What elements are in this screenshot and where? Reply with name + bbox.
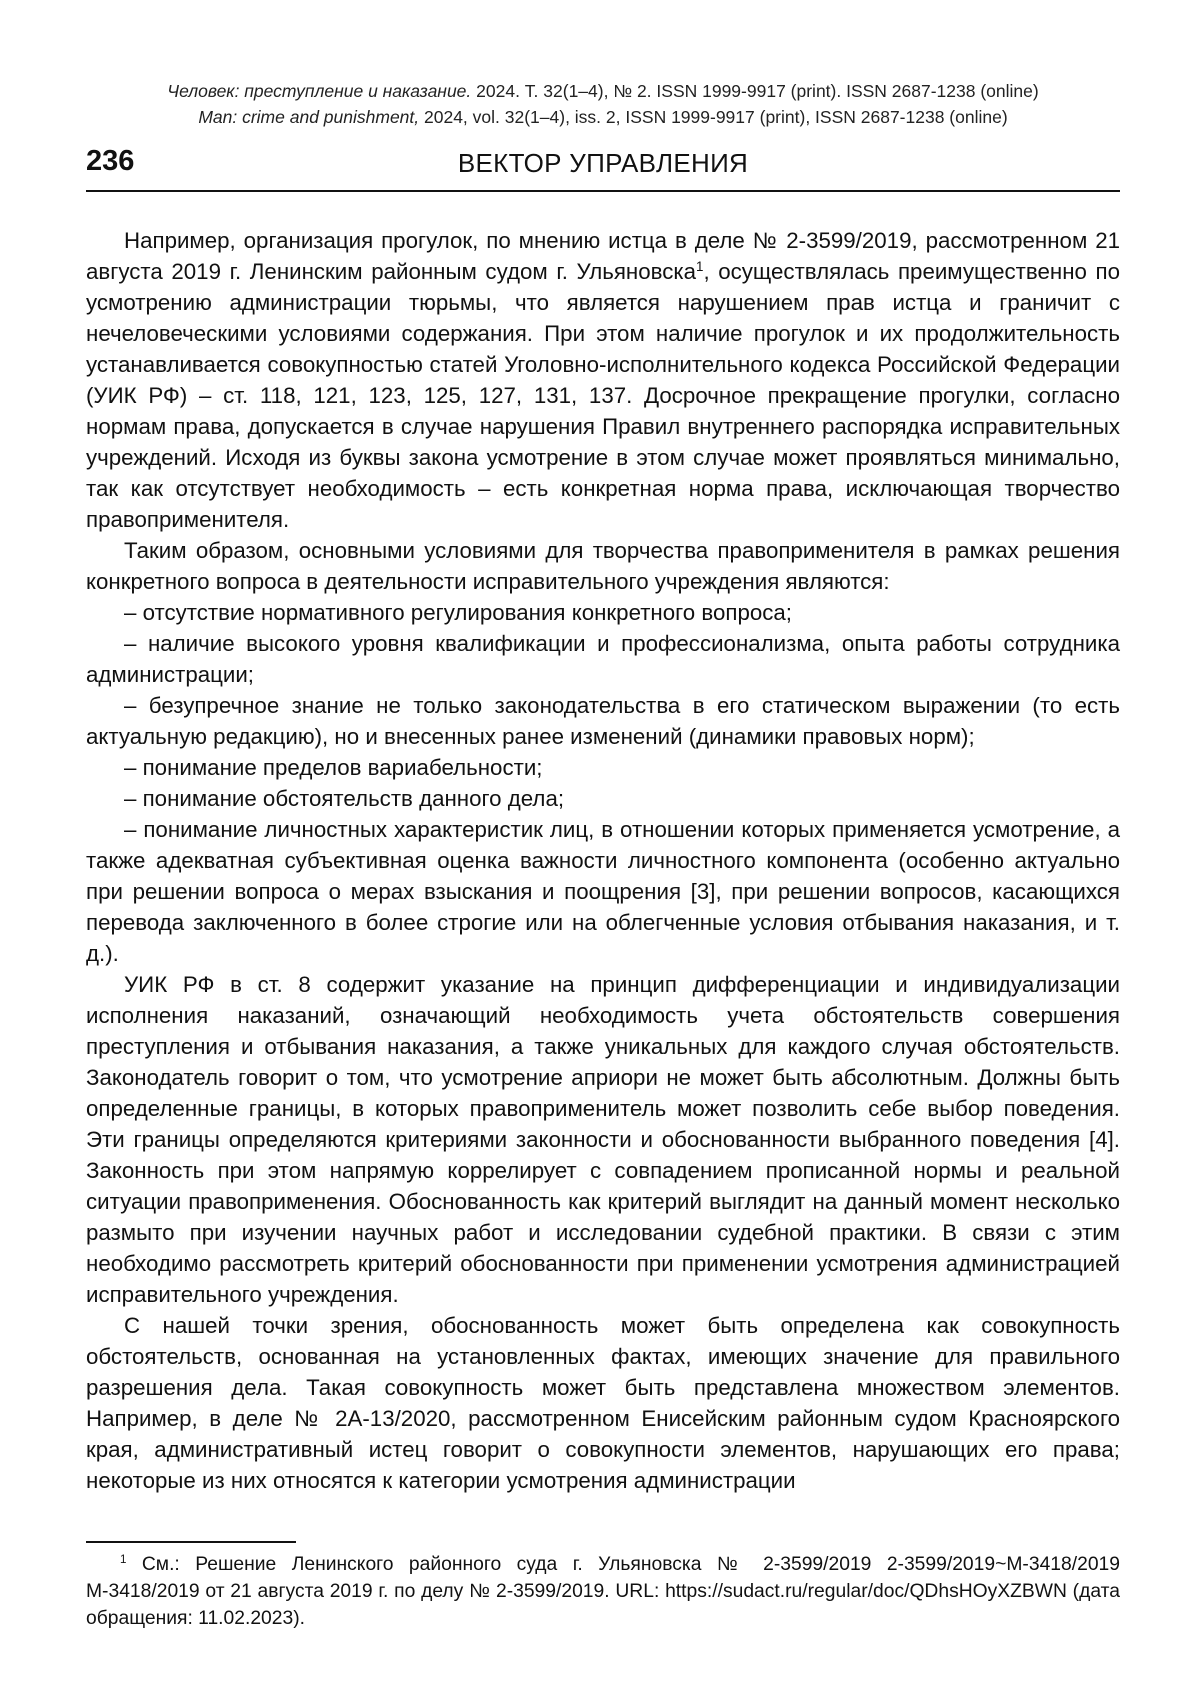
header-divider xyxy=(86,190,1120,192)
journal-line-en xyxy=(86,104,1120,130)
page-number: 236 xyxy=(86,145,135,177)
paragraph-1 xyxy=(86,225,1120,535)
footnote-marker: 1 xyxy=(120,1554,127,1567)
journal-header xyxy=(86,78,1120,130)
journal-title-en: Man: crime and punishment, xyxy=(198,107,420,127)
section-title: ВЕКТОР УПРАВЛЕНИЯ xyxy=(457,148,749,178)
footnote-text: См.: Решение Ленинского районного суда г. Ульяновска № 2-3599/2019 2-3599/2019~М-3418/2019 М-3418/2019 от 21 августа 2019 г. по делу № 2-3599/2019. URL: https://sudact.ru/regular/doc/QDhsHOyXZBWN (дата обращения: 11.02.2023). xyxy=(86,1554,1120,1629)
footnote-1 xyxy=(86,1551,1120,1632)
list-item-3: – безупречное знание не только законодательства в его статическом выражении (то есть актуальную редакцию), но и внесенных ранее изменений (динамики правовых норм); xyxy=(86,693,1120,749)
paragraph-4: С нашей точки зрения, обоснованность может быть определена как совокупность обстоятельств, основанная на установленных фактах, имеющих значение для правильного разрешения дела. Такая совокупность может быть представлена множеством элементов. Например, в деле № 2А-13/2020, рассмотренном Енисейским районным судом Красноярского края, административный истец говорит о совокупности элементов, нарушающих его права; некоторые из них относятся к категории усмотрения администрации xyxy=(86,1313,1120,1493)
journal-line-ru xyxy=(86,78,1120,104)
paragraph-2: Таким образом, основными условиями для творчества правоприменителя в рамках решения конкретного вопроса в деятельности исправительного учреждения являются: xyxy=(86,538,1120,594)
list-item-6: – понимание личностных характеристик лиц, в отношении которых применяется усмотрение, а также адекватная субъективная оценка важности личностного компонента (особенно актуально при решении вопроса о мерах взыскания и поощрения [3], при решении вопросов, касающихся перевода заключенного в более строгие или на облегченные условия отбывания наказания, и т. д.). xyxy=(86,817,1120,966)
journal-issue-en: 2024, vol. 32(1–4), iss. 2, ISSN 1999-9917 (print), ISSN 2687-1238 (online) xyxy=(419,107,1008,127)
list-item-1: – отсутствие нормативного регулирования конкретного вопроса; xyxy=(124,600,793,625)
paragraph-1-text-a: Например, организация прогулок, по мнению истца в деле № 2-3599/2019, рассмотренном 21 августа 2019 г. Ленинским районным судом г. Ульяновска xyxy=(86,228,1120,284)
journal-issue-ru: 2024. Т. 32(1–4), № 2. ISSN 1999-9917 (print). ISSN 2687-1238 (online) xyxy=(471,81,1039,101)
running-head xyxy=(86,140,1120,184)
list-item-2: – наличие высокого уровня квалификации и профессионализма, опыта работы сотрудника администрации; xyxy=(86,631,1120,687)
list-item-5: – понимание обстоятельств данного дела; xyxy=(124,786,565,811)
footnote-reference[interactable]: 1 xyxy=(696,258,704,274)
paragraph-1-text-b: , осуществлялась преимущественно по усмотрению администрации тюрьмы, что является нарушением прав истца и граничит с нечеловеческими условиями содержания. При этом наличие прогулок и их продолжительность устанавливается совокупностью статей Уголовно-исполнительного кодекса Российской Федерации (УИК РФ) – ст. 118, 121, 123, 125, 127, 131, 137. Досрочное прекращение прогулки, согласно нормам права, допускается в случае нарушения Правил внутреннего распорядка исправительных учреждений. Исходя из буквы закона усмотрение в этом случае может проявляться минимально, так как отсутствует необходимость – есть конкретная норма права, исключающая творчество правоприменителя. xyxy=(86,259,1120,532)
article-body xyxy=(86,225,1120,1496)
footnote-divider xyxy=(86,1541,296,1543)
paragraph-3: УИК РФ в ст. 8 содержит указание на принцип дифференциации и индивидуализации исполнения наказаний, означающий необходимость учета обстоятельств совершения преступления и отбывания наказания, а также уникальных для каждого случая обстоятельств. Законодатель говорит о том, что усмотрение априори не может быть абсолютным. Должны быть определенные границы, в которых правоприменитель может позволить себе выбор поведения. Эти границы определяются критериями законности и обоснованности выбранного поведения [4]. Законность при этом напрямую коррелирует с совпадением прописанной нормы и реальной ситуации правоприменения. Обоснованность как критерий выглядит на данный момент несколько размыто при изучении научных работ и исследовании судебной практики. В связи с этим необходимо рассмотреть критерий обоснованности при применении усмотрения администрацией исправительного учреждения. xyxy=(86,972,1120,1307)
journal-title-ru: Человек: преступление и наказание. xyxy=(167,81,472,101)
footnote xyxy=(86,1551,1120,1632)
list-item-4: – понимание пределов вариабельности; xyxy=(124,755,543,780)
